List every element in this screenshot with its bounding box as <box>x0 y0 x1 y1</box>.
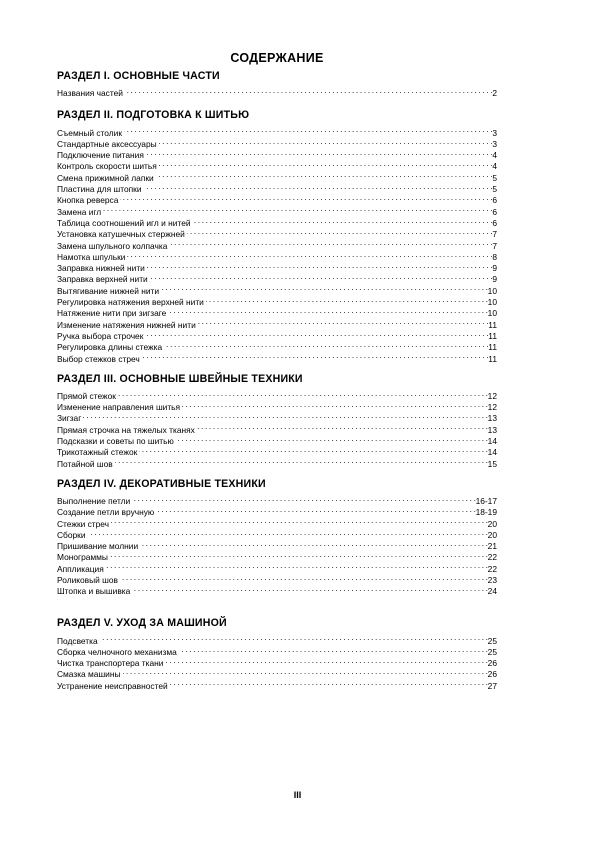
section-heading: РАЗДЕЛ V. УХОД ЗА МАШИНОЙ <box>57 617 227 630</box>
toc-entry-page: 12 <box>487 402 497 413</box>
toc-entry-page: 10 <box>487 308 497 319</box>
page-number: III <box>293 790 302 800</box>
toc-entry-label: Устранение неисправностей <box>57 680 168 691</box>
table-of-contents <box>57 50 497 689</box>
dot-leader <box>150 271 493 282</box>
section-heading: РАЗДЕЛ II. ПОДГОТОВКА К ШИТЬЮ <box>57 109 250 122</box>
toc-entry <box>57 455 497 469</box>
toc-entry-page: 6 <box>492 217 497 228</box>
dot-leader <box>168 305 487 316</box>
toc-entry-page: 11 <box>488 319 497 330</box>
toc-entry-label: Контроль скорости шитья <box>57 161 157 172</box>
toc-entry-label: Штопка и вышивка <box>57 586 131 597</box>
toc-entry-page: 13 <box>487 413 497 424</box>
toc-entry-page: 24 <box>487 586 497 597</box>
dot-leader <box>164 339 488 350</box>
toc-entry-page: 12 <box>487 390 497 401</box>
toc-entry-page: 18-19 <box>475 507 497 518</box>
toc-entry-label: Регулировка длины стежка <box>57 342 163 353</box>
dot-leader <box>179 644 488 655</box>
toc-entry <box>57 632 497 646</box>
section-heading: РАЗДЕЛ III. ОСНОВНЫЕ ШВЕЙНЫЕ ТЕХНИКИ <box>57 372 303 385</box>
toc-entry <box>57 549 497 563</box>
toc-entry-label: Заправка нижней нити <box>57 263 145 274</box>
toc-entry-page: 21 <box>487 541 497 552</box>
toc-entry-label: Таблица соотношений игл и нитей <box>57 217 191 228</box>
dot-leader <box>118 388 488 399</box>
toc-entry-label: Роликовый шов <box>57 574 118 585</box>
toc-entry <box>57 493 497 504</box>
toc-entry-label: Подсветка <box>57 635 98 646</box>
dot-leader <box>145 328 488 339</box>
toc-section <box>57 69 497 99</box>
toc-entry-page: 5 <box>492 184 497 195</box>
dot-leader <box>161 282 488 293</box>
dot-leader <box>106 560 488 571</box>
toc-entry-page: 4 <box>492 150 497 161</box>
toc-entry-label: Съемный столик <box>57 127 122 138</box>
toc-entry-label: Монограммы <box>57 552 108 563</box>
toc-entry-page: 14 <box>487 436 497 447</box>
toc-entry <box>57 515 497 529</box>
toc-entry-page: 20 <box>487 529 497 540</box>
toc-entry-label: Подключение питания <box>57 150 144 161</box>
toc-entry <box>57 399 497 413</box>
toc-entry-page: 8 <box>492 251 497 262</box>
dot-leader <box>206 294 488 305</box>
toc-entry-page: 5 <box>492 172 497 183</box>
dot-leader <box>144 181 493 192</box>
toc-entry-label: Названия частей <box>57 88 123 99</box>
toc-entry-label: Регулировка натяжения верхней нити <box>57 297 204 308</box>
dot-leader <box>123 666 488 677</box>
dot-leader <box>120 192 492 203</box>
dot-leader <box>156 169 493 180</box>
toc-entry-label: Пришивание молнии <box>57 541 139 552</box>
toc-entry <box>57 215 497 226</box>
toc-entry-label: Стежки стреч <box>57 518 110 529</box>
toc-entry-label: Замена игл <box>57 206 102 217</box>
section-heading: РАЗДЕЛ IV. ДЕКОРАТИВНЫЕ ТЕХНИКИ <box>57 477 266 490</box>
toc-entry-page: 2 <box>492 88 497 99</box>
toc-entry-label: Пластина для штопки <box>57 184 142 195</box>
toc-entry-label: Замена шпульного колпачка <box>57 240 168 251</box>
toc-entry-page: 26 <box>487 669 497 680</box>
dot-leader <box>170 677 488 688</box>
dot-leader <box>182 399 488 410</box>
toc-entry-label: Установка катушечных стержней <box>57 229 185 240</box>
toc-entry-label: Аппликация <box>57 563 104 574</box>
dot-leader <box>193 215 493 226</box>
toc-entry-label: Трикотажный стежок <box>57 447 138 458</box>
dot-leader <box>125 85 492 96</box>
toc-entry-label: Натяжение нити при зигзаге <box>57 308 167 319</box>
toc-entry-label: Создание петли вручную <box>57 507 155 518</box>
toc-entry <box>57 538 497 552</box>
dot-leader <box>146 147 492 158</box>
toc-entry <box>57 388 497 399</box>
toc-entry <box>57 560 497 574</box>
toc-entry-page: 10 <box>487 297 497 308</box>
dot-leader <box>159 158 493 169</box>
dot-leader <box>127 249 492 260</box>
toc-entry-label: Выполнение петли <box>57 495 131 506</box>
toc-entry <box>57 527 497 538</box>
toc-entry-page: 6 <box>492 195 497 206</box>
toc-entry <box>57 85 497 99</box>
toc-entry-label: Чистка транспортера ткани <box>57 658 164 669</box>
toc-entry-page: 25 <box>487 635 497 646</box>
toc-entry-label: Прямой стежок <box>57 390 116 401</box>
toc-entry-label: Смазка машины <box>57 669 121 680</box>
toc-entry-page: 22 <box>487 552 497 563</box>
toc-entry-page: 9 <box>492 274 497 285</box>
dot-leader <box>124 124 492 135</box>
toc-entry-label: Сборка челночного механизма <box>57 646 177 657</box>
toc-entry-page: 3 <box>492 127 497 138</box>
dot-leader <box>198 316 489 327</box>
dot-leader <box>83 410 487 421</box>
toc-entry-label: Сборки <box>57 529 86 540</box>
dot-leader <box>111 515 488 526</box>
toc-entry <box>57 572 497 583</box>
toc-entry-label: Прямая строчка на тяжелых тканях <box>57 424 195 435</box>
toc-entry-page: 25 <box>487 646 497 657</box>
dot-leader <box>197 421 488 432</box>
toc-entry <box>57 677 497 691</box>
dot-leader <box>100 632 488 643</box>
toc-entry <box>57 410 497 424</box>
dot-leader <box>165 655 487 666</box>
toc-entry-label: Смена прижимной лапки <box>57 172 154 183</box>
toc-entry-page: 14 <box>487 447 497 458</box>
toc-entry <box>57 124 497 138</box>
dot-leader <box>139 444 487 455</box>
toc-entry-page: 15 <box>487 458 497 469</box>
dot-leader <box>140 538 488 549</box>
toc-entry-page: 10 <box>487 285 497 296</box>
toc-entry-page: 20 <box>487 518 497 529</box>
dot-leader <box>103 203 492 214</box>
toc-entry <box>57 644 497 655</box>
toc-entry-page: 27 <box>487 680 497 691</box>
toc-entry-label: Изменение направления шитья <box>57 402 181 413</box>
dot-leader <box>159 136 493 147</box>
toc-entry <box>57 666 497 680</box>
toc-entry-page: 9 <box>492 263 497 274</box>
dot-leader <box>169 237 492 248</box>
toc-entry-label: Намотка шпульки <box>57 251 126 262</box>
toc-entry-label: Заправка верхней нити <box>57 274 148 285</box>
toc-entry-page: 22 <box>487 563 497 574</box>
toc-entry-page: 13 <box>487 424 497 435</box>
toc-entry-page: 4 <box>492 161 497 172</box>
dot-leader <box>120 572 488 583</box>
toc-entry-label: Выбор стежков стреч <box>57 353 140 364</box>
toc-entry-page: 7 <box>492 229 497 240</box>
toc-entry <box>57 192 497 206</box>
toc-entry-page: 26 <box>487 658 497 669</box>
toc-sections <box>57 69 497 689</box>
toc-entry-page: 23 <box>487 574 497 585</box>
dot-leader <box>132 493 475 504</box>
toc-entry-page: 11 <box>488 353 497 364</box>
toc-entry-page: 11 <box>488 342 497 353</box>
toc-section <box>57 108 497 364</box>
toc-entry-page: 16-17 <box>475 495 497 506</box>
toc-entry-page: 3 <box>492 138 497 149</box>
toc-entry <box>57 421 497 435</box>
toc-section <box>57 616 497 691</box>
toc-entry-label: Стандартные аксессуары <box>57 138 157 149</box>
toc-entry-label: Изменение натяжения нижней нити <box>57 319 196 330</box>
toc-entry-page: 6 <box>492 206 497 217</box>
toc-entry-label: Кнопка реверса <box>57 195 119 206</box>
dot-leader <box>110 549 488 560</box>
dot-leader <box>142 350 489 361</box>
toc-entry-label: Зигзаг <box>57 413 82 424</box>
toc-entry-page: 11 <box>488 330 497 341</box>
dot-leader <box>147 260 492 271</box>
toc-section <box>57 477 497 595</box>
toc-entry <box>57 583 497 597</box>
section-heading: РАЗДЕЛ I. ОСНОВНЫЕ ЧАСТИ <box>57 70 220 82</box>
toc-entry-label: Вытягивание нижней нити <box>57 285 160 296</box>
dot-leader <box>115 455 488 466</box>
dot-leader <box>132 583 487 594</box>
toc-entry-label: Потайной шов <box>57 458 113 469</box>
page-title: СОДЕРЖАНИЕ <box>230 51 324 65</box>
toc-entry-label: Ручка выбора строчек <box>57 330 144 341</box>
toc-section <box>57 372 497 467</box>
toc-entry-label: Подсказки и советы по шитью <box>57 436 174 447</box>
toc-entry <box>57 203 497 217</box>
dot-leader <box>156 504 475 515</box>
dot-leader <box>176 433 488 444</box>
dot-leader <box>88 527 488 538</box>
dot-leader <box>187 226 493 237</box>
toc-entry-page: 7 <box>492 240 497 251</box>
